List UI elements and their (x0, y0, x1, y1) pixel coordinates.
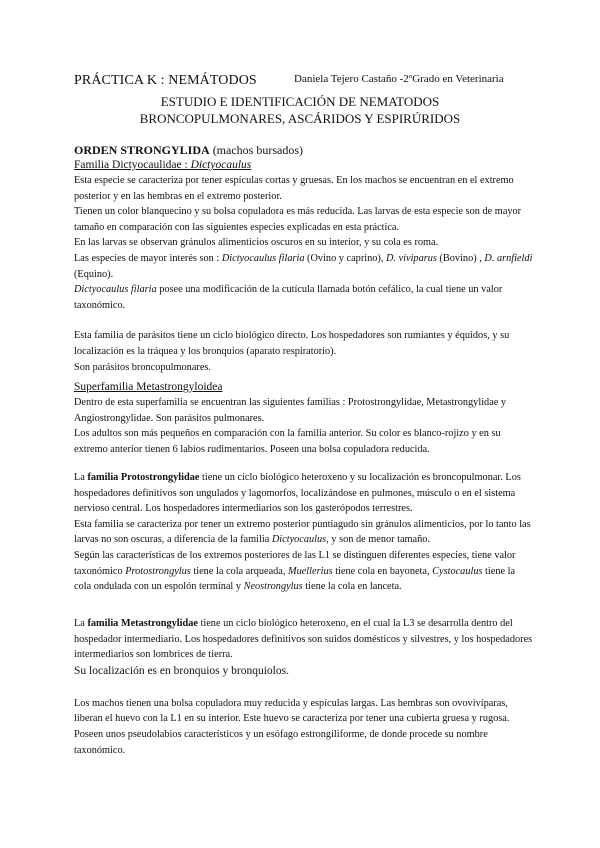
text: La (74, 618, 88, 629)
family-name: familia Metastrongylidae (87, 618, 198, 629)
family-name: familia Protostrongylidae (87, 472, 200, 483)
paragraph: Los adultos son más pequeños en comparación con la familia anterior. Su color es blanco-rojizo y en su extremo anterior tienen 6 labios rudimentarios. Poseen una bolsa copuladora reducida. (74, 428, 501, 455)
text: La (74, 472, 88, 483)
paragraph: Poseen unos pseudolabios característicos y un esófago estrongiliforme, de donde procede su nombre taxonómico. (74, 728, 488, 756)
order-heading (74, 143, 534, 158)
order-name: ORDEN STRONGYLIDA (74, 143, 210, 157)
family-label: Familia Dictyocaulidae : (74, 159, 191, 171)
subtitle (74, 93, 526, 127)
paragraph: En las larvas se observan gránulos alimenticios oscuros en su interior, y su cola es roma. (74, 237, 439, 249)
metastrongyloidea-section (74, 380, 534, 457)
paragraph (74, 470, 534, 517)
species-name: Dictyocaulus filaria (221, 252, 305, 264)
text: Esta familia se caracteriza por tener un extremo posterior puntiagudo sin gránulos alimenticios, por lo tanto las larvas no son oscuras, a diferencia de la familia (74, 518, 531, 546)
text: tiene un ciclo biológico heteroxeno, en el cual la L3 se desarrolla dentro del hospedador intermediario. Los hospedadores definitivos son suidos domésticos y silvestres, y los hospedadores intermediarios son lombrices de tierra. (74, 618, 533, 661)
text: tiene la cola arqueada, (190, 565, 289, 577)
species-name: Neostrongylus (243, 581, 303, 593)
text: (Equino). (74, 268, 114, 280)
subtitle-line-1: ESTUDIO E IDENTIFICACIÓN DE NEMATODOS (160, 94, 440, 109)
species-name: Protostrongylus (125, 565, 191, 577)
species-name: Dictyocaulus, (271, 534, 329, 546)
paragraph (74, 548, 534, 595)
family-dictyocaulidae-heading (74, 158, 534, 173)
species-name: Dictyocaulus filaria (74, 284, 157, 296)
paragraph: Dentro de esta superfamilia se encuentran las siguientes familias : Protostrongylidae, Metastrongylidae y Angiostrongylidae. Son parásitos pulmonares. (74, 397, 507, 424)
text: (Ovino y caprino), (304, 252, 386, 264)
paragraph-species (74, 251, 534, 282)
genus-label: Dictyocaulus (190, 159, 252, 171)
paragraph: Los machos tienen una bolsa copuladora muy reducida y espículas largas. Las hembras son ovovivíparas, liberan el huevo con la L1 en su interior. Este huevo se caracteriza por tener una cubierta gruesa y rugosa. (74, 697, 510, 725)
paragraph: Su localización es en bronquios y bronquiolos. (74, 664, 289, 677)
text: posee una modificación de la cutícula llamada botón cefálico, la cual tiene un valor taxonómico. (74, 284, 503, 311)
species-name: D. viviparus (385, 252, 437, 264)
species-name: Cystocaulus (432, 565, 483, 577)
subtitle-line-2: BRONCOPULMONARES, ASCÁRIDOS Y ESPIRÚRIDOS (139, 111, 461, 126)
text: y son de menor tamaño. (328, 534, 430, 546)
paragraph: Esta familia de parásitos tiene un ciclo biológico directo. Los hospedadores son rumiantes y équidos, y su localización es la tráquea y los bronquios (aparato respiratorio). (74, 330, 510, 357)
text: tiene la cola en lanceta. (302, 581, 402, 593)
author-line: Daniela Tejero Castaño -2ºGrado en Veterinaria (294, 73, 504, 85)
text: (Bovino) , (436, 252, 485, 264)
species-name: D. arnfieldi (484, 252, 533, 264)
text: Las especies de mayor interés son : (74, 252, 222, 264)
paragraph (74, 616, 534, 663)
paragraph: Tienen un color blanquecino y su bolsa copuladora es más reducida. Las larvas de esta especie son de mayor tamaño en comparación con las siguientes especies explicadas en esta práctica. (74, 206, 522, 233)
order-section (74, 143, 534, 375)
paragraph (74, 517, 534, 548)
order-note: (machos bursados) (209, 143, 303, 157)
species-name: Muellerius (288, 565, 333, 577)
text: tiene la cola ondulada con un espolón terminal y (74, 565, 516, 593)
paragraph (74, 282, 534, 313)
text: tiene un ciclo biológico heteroxeno y su localización es broncopulmonar. Los hospedadores definitivos son ungulados y lagomorfos, localizándose en pulmones, músculo o en el sistema nervioso central. Los hospedadores intermediarios son los gasterópodos terrestres. (74, 472, 521, 515)
header (74, 72, 544, 89)
metastrongylidae-section (74, 616, 534, 758)
text: Según las características de los extremos posteriores de las L1 se distinguen diferentes especies, tiene valor taxonómico (74, 549, 516, 577)
protostrongylidae-section (74, 470, 534, 595)
practice-title: PRÁCTICA K : NEMÁTODOS (74, 73, 257, 88)
superfamily-heading: Superfamilia Metastrongyloidea (74, 381, 223, 393)
text: tiene cola en bayoneta, (332, 565, 433, 577)
paragraph: Son parásitos broncopulmonares. (74, 361, 211, 373)
paragraph: Esta especie se caracteriza por tener espículas cortas y gruesas. En los machos se encuentran en el extremo posterior y en las hembras en el extremo posterior. (74, 175, 514, 202)
